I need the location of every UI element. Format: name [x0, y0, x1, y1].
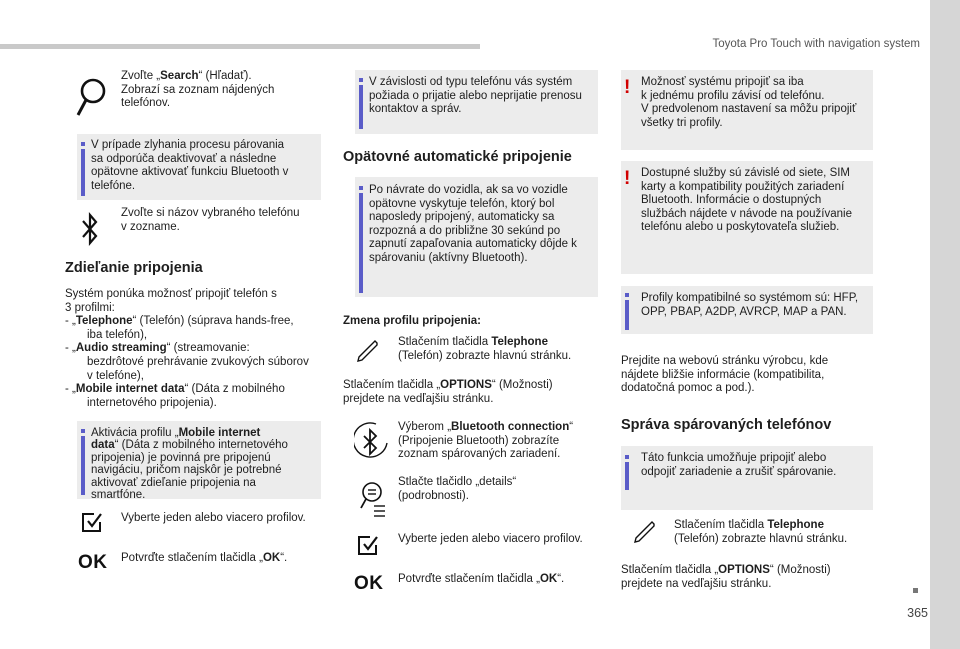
checkbox-icon — [81, 511, 103, 533]
phone-icon — [633, 520, 655, 544]
info-icon — [359, 193, 363, 293]
search-instruction: Zvoľte „Search“ (Hľadať). Zobrazí sa zoznam nájdených telefónov. — [121, 70, 275, 110]
select-phone-instruction: Zvoľte si názov vybraného telefónu v zozname. — [121, 207, 300, 233]
section-end-mark — [913, 588, 918, 593]
ok-button-icon: OK — [78, 552, 108, 573]
select-profiles-instruction: Vyberte jeden alebo viacero profilov. — [121, 512, 306, 524]
info-icon — [625, 300, 629, 330]
page-number: 365 — [907, 606, 928, 620]
select-profiles-instruction-2: Vyberte jeden alebo viacero profilov. — [398, 533, 583, 545]
heading-auto-reconnect: Opätovné automatické pripojenie — [343, 149, 572, 165]
phone-icon — [356, 339, 378, 363]
warning-icon: ! — [624, 168, 631, 189]
info-box-pairing-failure: V prípade zlyhania procesu párovania sa odporúča deaktivovať a následne opätovne aktivovať funkciu Bluetooth v telefóne. — [77, 134, 321, 200]
heading-manage-paired-phones: Správa spárovaných telefónov — [621, 417, 832, 433]
info-box-mobile-data: Aktivácia profilu „Mobile internet data“ (Dáta z mobilného internetového pripojenia) je povinná pre pripojenú navigáciu, pričom najskôr je potrebné aktivovať zdieľanie pripojenia na smartfóne. — [77, 421, 321, 499]
manufacturer-website-paragraph: Prejdite na webovú stránku výrobcu, kde nájdete bližšie informácie (kompatibilita, dodatočná pomoc a pod.). — [621, 355, 829, 395]
confirm-ok-instruction: Potvrďte stlačením tlačidla „OK“. — [121, 552, 288, 564]
heading-connection-sharing: Zdieľanie pripojenia — [65, 260, 203, 276]
info-icon — [81, 149, 85, 196]
details-list-icon — [360, 480, 386, 520]
telephone-instruction: Stlačením tlačidla Telephone (Telefón) zobrazte hlavnú stránku. — [398, 336, 572, 362]
confirm-ok-instruction-2: Potvrďte stlačením tlačidla „OK“. — [398, 573, 565, 585]
warning-icon: ! — [624, 77, 631, 98]
page-header-title: Toyota Pro Touch with navigation system — [712, 38, 920, 50]
info-icon — [359, 85, 363, 129]
subheading-profile-change: Zmena profilu pripojenia: — [343, 315, 482, 327]
options-instruction-2: Stlačením tlačidla „OPTIONS“ (Možnosti) prejdete na vedľajšiu stránku. — [621, 564, 831, 590]
search-icon — [76, 76, 106, 118]
bluetooth-icon — [80, 212, 100, 246]
info-box-compatible-profiles: Profily kompatibilné so systémom sú: HFP, OPP, PBAP, A2DP, AVRCP, MAP a PAN. — [621, 286, 873, 334]
warning-box-profiles: ! Možnosť systému pripojiť sa iba k jednému profilu závisí od telefónu. V predvolenom nastavení sa môžu pripojiť všetky tri profily. — [621, 70, 873, 150]
bluetooth-connection-icon — [354, 421, 390, 463]
page-edge-tab — [930, 0, 960, 649]
info-icon — [81, 436, 85, 495]
info-box-contacts-transfer: V závislosti od typu telefónu vás systém požiada o prijatie alebo neprijatie prenosu kontaktov a správ. — [355, 70, 598, 134]
info-icon — [625, 462, 629, 490]
checkbox-icon — [357, 534, 379, 556]
info-box-manage-phones: Táto funkcia umožňuje pripojiť alebo odpojiť zariadenie a zrušiť spárovanie. — [621, 446, 873, 510]
top-rule — [0, 44, 480, 49]
info-box-auto-reconnect: Po návrate do vozidla, ak sa vo vozidle opätovne vyskytuje telefón, ktorý bol naposledy pripojený, automaticky sa rozpozná a do približne 30 sekúnd po zapnutí zapaľovania automaticky dôjde k spárovaniu (aktívny Bluetooth). — [355, 177, 598, 297]
warning-box-services: ! Dostupné služby sú závislé od siete, SIM karty a kompatibility použitých zariadení Bluetooth. Informácie o dostupných službách nájdete v návode na používanie telefónu alebo u poskytovateľa služieb. — [621, 161, 873, 274]
details-instruction: Stlačte tlačidlo „details“ (podrobnosti). — [398, 476, 517, 502]
profiles-paragraph: Systém ponúka možnosť pripojiť telefón s 3 profilmi: - „Telephone“ (Telefón) (súprava hands-free, iba telefón), - „Audio streaming“ (streamovanie: bezdrôtové prehrávanie zvukových súborov v telefóne), - „Mobile internet data“ (Dáta z mobilného internetového pripojenia). — [65, 288, 309, 409]
ok-button-icon: OK — [354, 573, 384, 594]
options-instruction: Stlačením tlačidla „OPTIONS“ (Možnosti) prejdete na vedľajšiu stránku. — [343, 379, 553, 405]
telephone-instruction-2: Stlačením tlačidla Telephone (Telefón) zobrazte hlavnú stránku. — [674, 519, 848, 545]
bluetooth-connection-instruction: Výberom „Bluetooth connection“ (Pripojenie Bluetooth) zobrazíte zoznam spárovaných zariadení. — [398, 421, 574, 461]
